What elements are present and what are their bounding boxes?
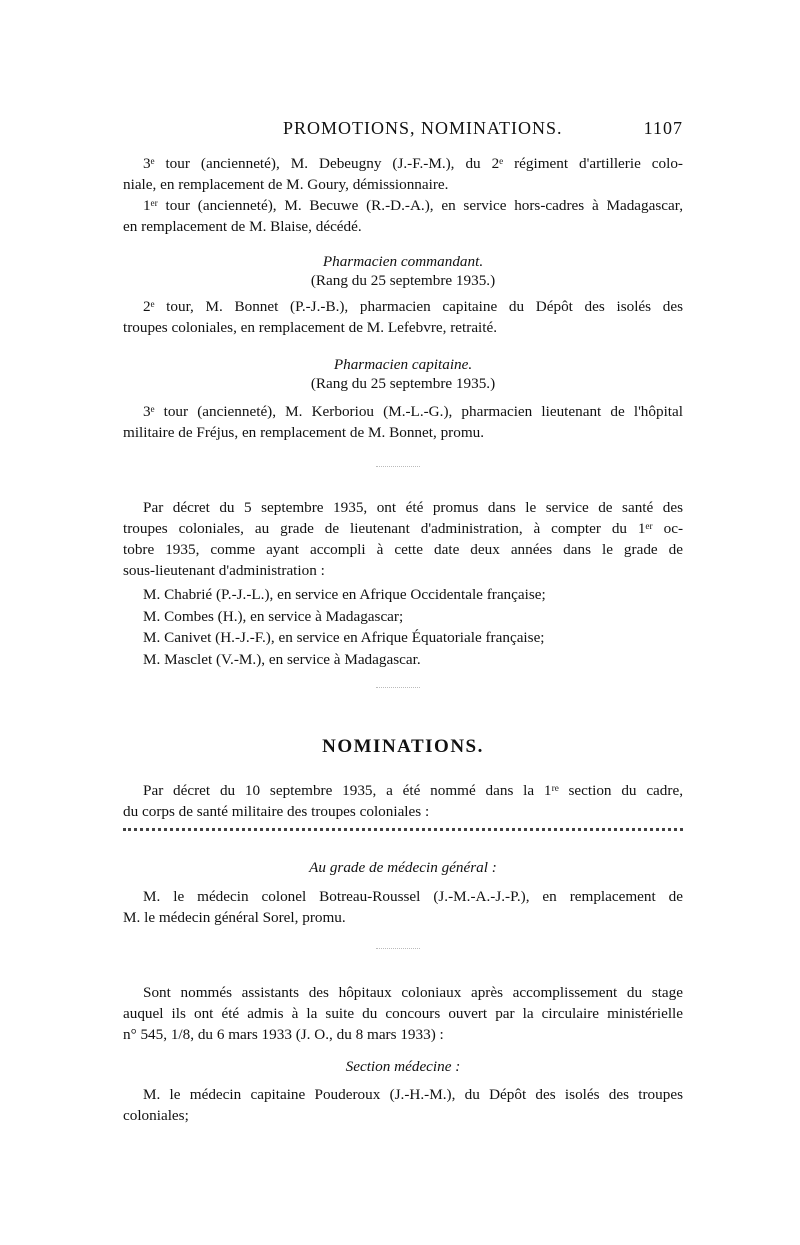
header-title: PROMOTIONS, NOMINATIONS. [283,118,563,138]
promotion-becuwe [123,195,683,237]
text-line: Sont nommés assistants des hôpitaux coloniaux après accomplissement du stage [143,984,683,1001]
promotion-kerboriou [123,401,683,443]
promoted-list [123,584,683,670]
text-line: militaire de Fréjus, en remplacement de M. Bonnet, promu. [123,424,485,441]
heading-medecin-general: Au grade de médecin général : [309,859,497,876]
nominations-intro [123,780,683,822]
text-line: M. le médecin colonel Botreau-Roussel (J.-M.-A.-J.-P.), en remplacement de [143,888,683,905]
text-line: M. le médecin général Sorel, promu. [123,909,346,926]
heading-pharmacien-capitaine: Pharmacien capitaine. [333,356,473,373]
text-line: en remplacement de M. Blaise, décédé. [123,218,362,235]
nomination-pouderoux [123,1084,683,1126]
separator [376,948,420,949]
rang-pharmacien-commandant: (Rang du 25 septembre 1935.) [310,272,496,289]
running-header [123,118,683,144]
dotted-leader [123,828,683,831]
heading-section-medecine: Section médecine : [345,1058,461,1075]
text-line: coloniales; [123,1107,189,1124]
section-title-nominations: NOMINATIONS. [322,736,484,757]
text-line: 3ᵉ tour (ancienneté), M. Debeugny (J.-F.-M.), du 2ᵉ régiment d'artillerie colo- [143,155,683,172]
text-line: M. le médecin capitaine Pouderoux (J.-H.-M.), du Dépôt des isolés des troupes [143,1086,683,1103]
text-line: auquel ils ont été admis à la suite du concours ouvert par la circulaire ministérielle [123,1005,683,1022]
promotion-debeugny [123,153,683,195]
promotion-bonnet [123,296,683,338]
list-item: M. Masclet (V.-M.), en service à Madagascar. [143,650,421,668]
rang-pharmacien-capitaine: (Rang du 25 septembre 1935.) [310,375,496,392]
text-line: 3ᵉ tour (ancienneté), M. Kerboriou (M.-L.-G.), pharmacien lieutenant de l'hôpital [143,403,683,420]
list-item: M. Chabrié (P.-J.-L.), en service en Afrique Occidentale française; [143,586,546,603]
decret-administration [123,497,683,581]
text-line: 2ᵉ tour, M. Bonnet (P.-J.-B.), pharmacien capitaine du Dépôt des isolés des [143,298,683,315]
text-line: du corps de santé militaire des troupes coloniales : [123,803,430,820]
text-line: troupes coloniales, en remplacement de M. Lefebvre, retraité. [123,319,498,336]
text-line: Par décret du 5 septembre 1935, ont été promus dans le service de santé des [143,499,683,516]
text-line: troupes coloniales, au grade de lieutenant d'administration, à compter du 1ᵉʳ oc- [123,520,683,537]
list-item: M. Canivet (H.-J.-F.), en service en Afrique Équatoriale française; [143,629,545,646]
nomination-botreau-roussel [123,886,683,928]
text-line: n° 545, 1/8, du 6 mars 1933 (J. O., du 8 mars 1933) : [123,1026,444,1043]
text-line: 1ᵉʳ tour (ancienneté), M. Becuwe (R.-D.-A.), en service hors-cadres à Madagascar, [143,197,683,214]
text-line: niale, en remplacement de M. Goury, démissionnaire. [123,176,449,193]
page-number: 1107 [643,118,683,138]
list-item: M. Combes (H.), en service à Madagascar; [143,607,404,625]
assistants-intro [123,982,683,1045]
heading-pharmacien-commandant: Pharmacien commandant. [322,253,484,270]
separator [376,687,420,688]
text-line: tobre 1935, comme ayant accompli à cette date deux années dans le grade de [123,541,683,558]
separator [376,466,420,467]
text-line: Par décret du 10 septembre 1935, a été nommé dans la 1ʳᵉ section du cadre, [143,782,683,799]
text-line: sous-lieutenant d'administration : [123,562,325,579]
